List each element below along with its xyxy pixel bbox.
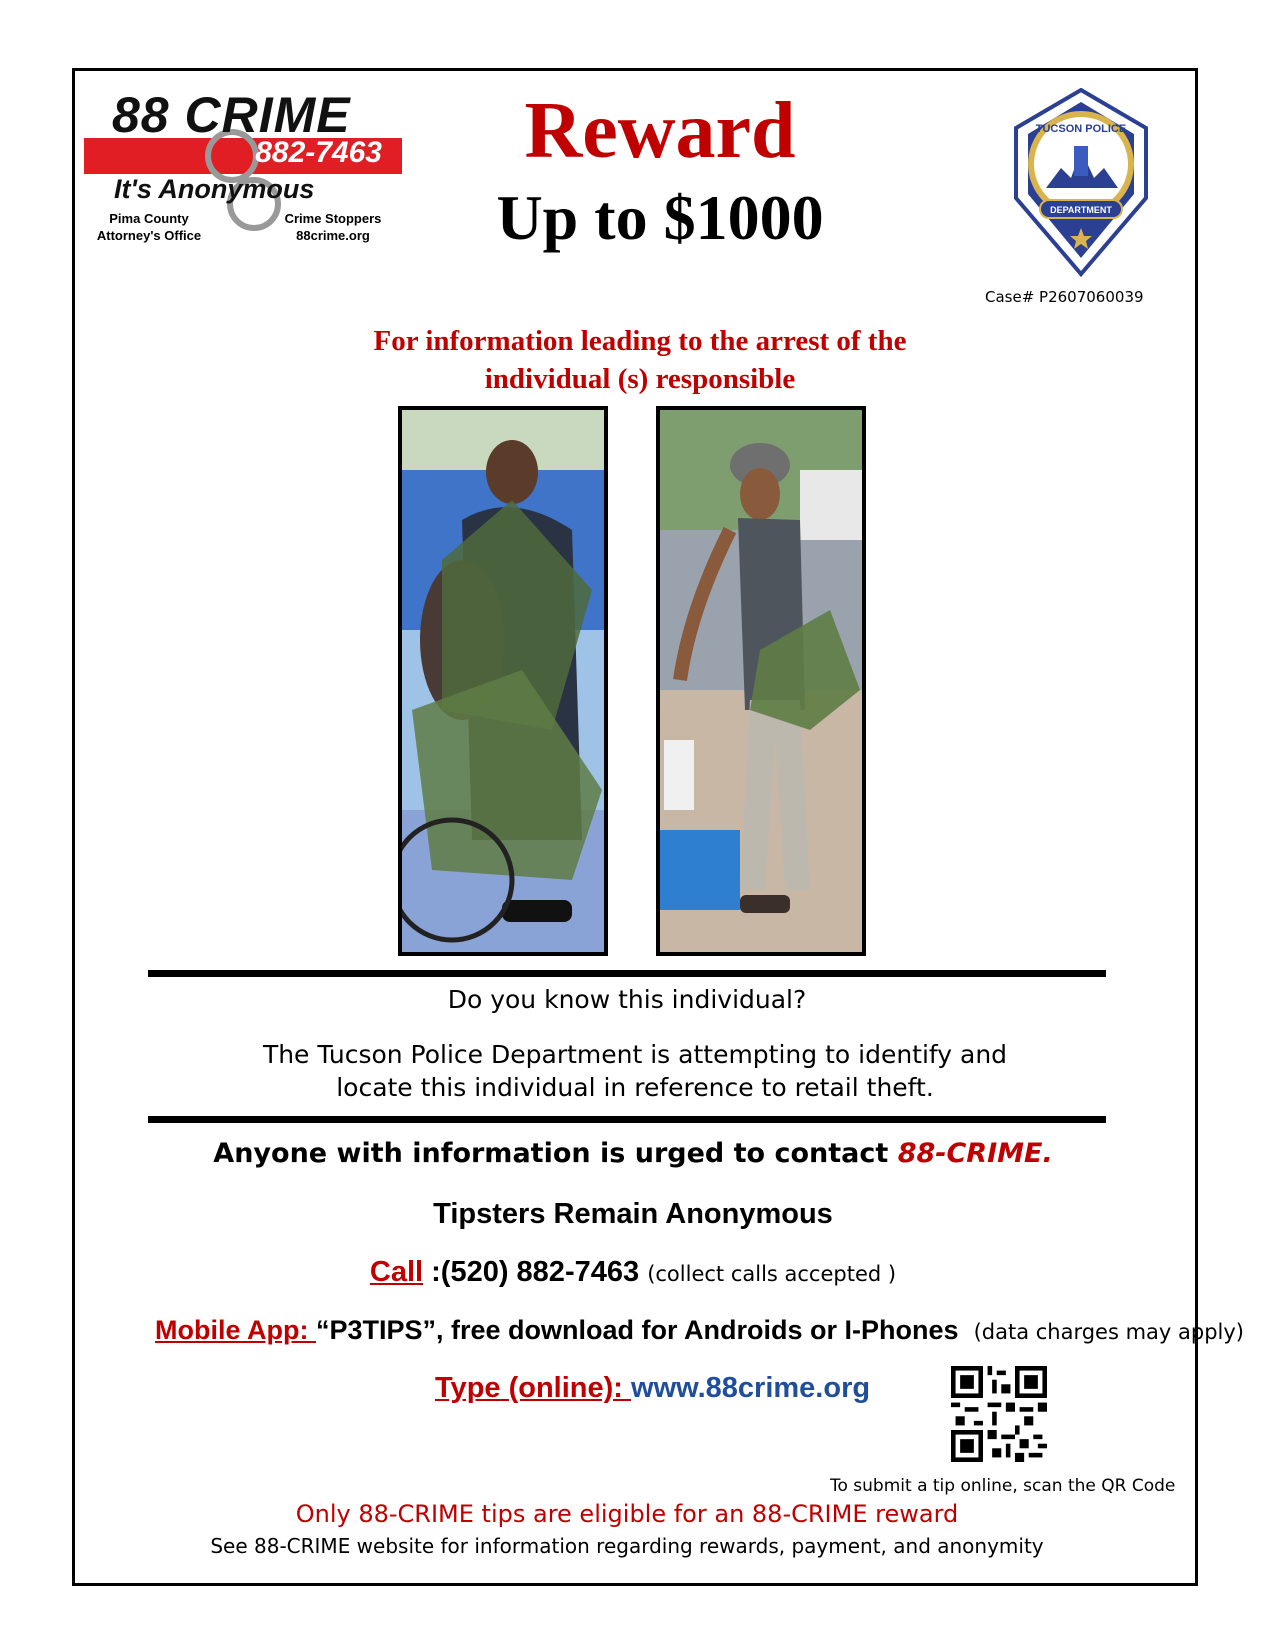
reward-heading: Reward xyxy=(524,87,796,175)
divider-top xyxy=(148,970,1106,977)
suspect-photo-2 xyxy=(656,406,866,956)
call-line xyxy=(148,1254,1118,1290)
online-label: Type (online): xyxy=(435,1372,632,1404)
mobile-app-text: “P3TIPS”, free download for Androids or I-Phones xyxy=(315,1315,959,1345)
logo-left-text xyxy=(90,210,208,244)
call-separator: : xyxy=(423,1256,441,1288)
description-line1: The Tucson Police Department is attempting to identify and xyxy=(262,1040,1008,1069)
reward-amount: Up to $1000 xyxy=(496,182,824,253)
online-line xyxy=(435,1370,870,1406)
website-note: See 88-CRIME website for information regarding rewards, payment, and anonymity xyxy=(210,1534,1044,1558)
logo-right-text xyxy=(278,210,388,244)
mobile-app-note: (data charges may apply) xyxy=(973,1320,1244,1344)
info-text xyxy=(280,322,1000,398)
logo-tagline: It's Anonymous xyxy=(114,174,315,204)
logo-right-line1: Crime Stoppers xyxy=(284,211,382,226)
tipsters-anonymous: Tipsters Remain Anonymous xyxy=(433,1198,833,1230)
question-text: Do you know this individual? xyxy=(447,985,807,1014)
urge-contact xyxy=(148,1136,1118,1172)
call-label[interactable]: Call xyxy=(369,1256,424,1288)
logo-left-line2: Attorney's Office xyxy=(96,228,202,243)
badge-top-text: TUCSON POLICE xyxy=(1035,123,1127,135)
mobile-app-label[interactable]: Mobile App: xyxy=(155,1315,316,1345)
info-line2: individual (s) responsible xyxy=(484,363,796,395)
divider-bottom xyxy=(148,1116,1106,1123)
badge-bottom-text: DEPARTMENT xyxy=(1050,205,1112,215)
88crime-logo xyxy=(84,86,402,246)
eligibility-note: Only 88-CRIME tips are eligible for an 88-CRIME reward xyxy=(295,1500,959,1528)
urge-text: Anyone with information is urged to contact xyxy=(213,1138,898,1169)
call-number[interactable]: (520) 882-7463 xyxy=(440,1256,640,1288)
logo-phone: 882-7463 xyxy=(255,136,382,169)
case-number: Case# P2607060039 xyxy=(985,288,1144,306)
info-line1: For information leading to the arrest of the xyxy=(373,325,907,357)
online-url-link[interactable]: www.88crime.org xyxy=(631,1372,871,1404)
logo-brand: 88 CRIME xyxy=(112,87,351,143)
qr-code-icon[interactable] xyxy=(951,1366,1047,1462)
tucson-police-badge-icon xyxy=(1006,88,1156,278)
mobile-app-line xyxy=(155,1312,1244,1348)
logo-left-line1: Pima County xyxy=(109,211,189,226)
qr-caption: To submit a tip online, scan the QR Code xyxy=(830,1476,1176,1496)
call-note: (collect calls accepted ) xyxy=(647,1262,897,1286)
suspect-photo-1 xyxy=(398,406,608,956)
urge-highlight: 88-CRIME. xyxy=(897,1138,1053,1169)
description-text xyxy=(200,1038,1070,1104)
description-line2: locate this individual in reference to retail theft. xyxy=(336,1073,934,1102)
logo-right-line2: 88crime.org xyxy=(296,228,370,243)
